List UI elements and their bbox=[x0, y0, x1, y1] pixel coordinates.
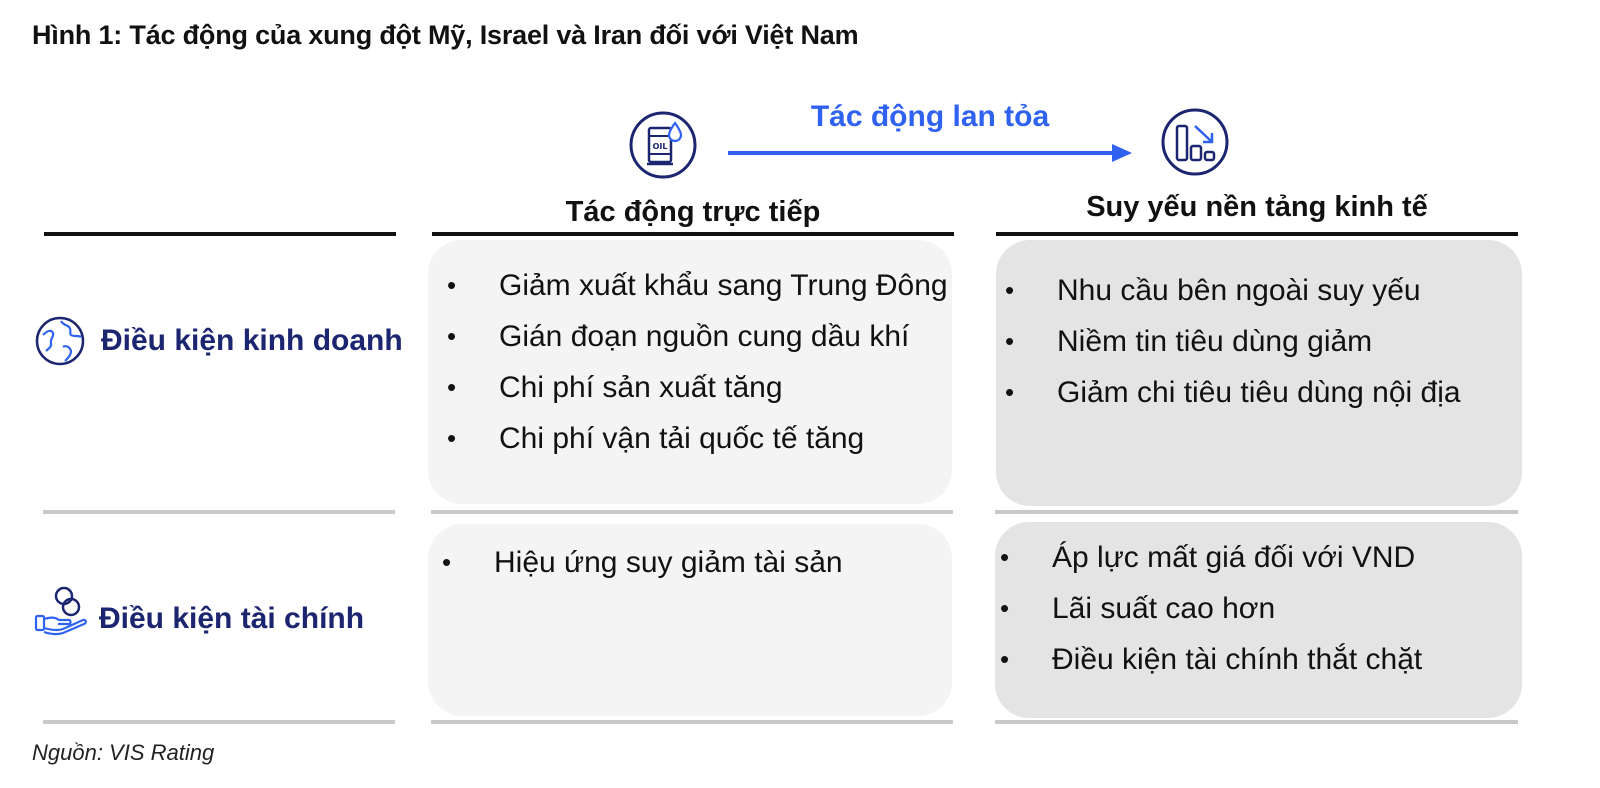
row-divider-direct bbox=[431, 510, 953, 514]
list-item: • Giảm xuất khẩu sang Trung Đông bbox=[499, 260, 948, 311]
hand-coins-icon bbox=[33, 586, 89, 642]
list-item: • Hiệu ứng suy giảm tài sản bbox=[494, 537, 843, 588]
list-item: • Điều kiện tài chính thắt chặt bbox=[1052, 634, 1422, 685]
list-item: • Chi phí vận tải quốc tế tăng bbox=[499, 413, 948, 464]
spillover-arrow bbox=[728, 140, 1134, 166]
bottom-rule-direct bbox=[431, 720, 953, 724]
header-rule-label bbox=[44, 232, 396, 236]
bottom-rule-weakening bbox=[995, 720, 1518, 724]
figure-title: Hình 1: Tác động của xung đột Mỹ, Israel và Iran đối với Việt Nam bbox=[32, 20, 859, 50]
list-item: • Giảm chi tiêu tiêu dùng nội địa bbox=[1057, 367, 1461, 418]
column-header-weakening: Suy yếu nền tảng kinh tế bbox=[1086, 191, 1428, 223]
row-financial-direct-list bbox=[494, 537, 843, 588]
row-business-direct-list bbox=[499, 260, 948, 464]
column-header-direct: Tác động trực tiếp bbox=[565, 196, 821, 228]
svg-text:OIL: OIL bbox=[652, 142, 668, 151]
list-item: • Niềm tin tiêu dùng giảm bbox=[1057, 316, 1461, 367]
globe-icon bbox=[33, 313, 89, 369]
declining-chart-icon bbox=[1161, 108, 1229, 176]
row-label-financial: Điều kiện tài chính bbox=[99, 602, 365, 635]
row-label-business: Điều kiện kinh doanh bbox=[101, 324, 403, 357]
list-item: • Nhu cầu bên ngoài suy yếu bbox=[1057, 265, 1461, 316]
list-item: • Lãi suất cao hơn bbox=[1052, 583, 1422, 634]
source-note: Nguồn: VIS Rating bbox=[32, 740, 215, 765]
row-divider-label bbox=[43, 510, 395, 514]
bottom-rule-label bbox=[43, 720, 395, 724]
list-item: • Gián đoạn nguồn cung dầu khí bbox=[499, 311, 948, 362]
oil-barrel-icon bbox=[629, 111, 697, 179]
row-business-weakening-list bbox=[1057, 265, 1461, 418]
row-divider-weakening bbox=[995, 510, 1518, 514]
header-rule-weakening bbox=[996, 232, 1518, 236]
header-rule-direct bbox=[432, 232, 954, 236]
row-financial-weakening-list bbox=[1052, 532, 1422, 685]
spillover-label: Tác động lan tỏa bbox=[810, 100, 1050, 133]
list-item: • Áp lực mất giá đối với VND bbox=[1052, 532, 1422, 583]
list-item: • Chi phí sản xuất tăng bbox=[499, 362, 948, 413]
